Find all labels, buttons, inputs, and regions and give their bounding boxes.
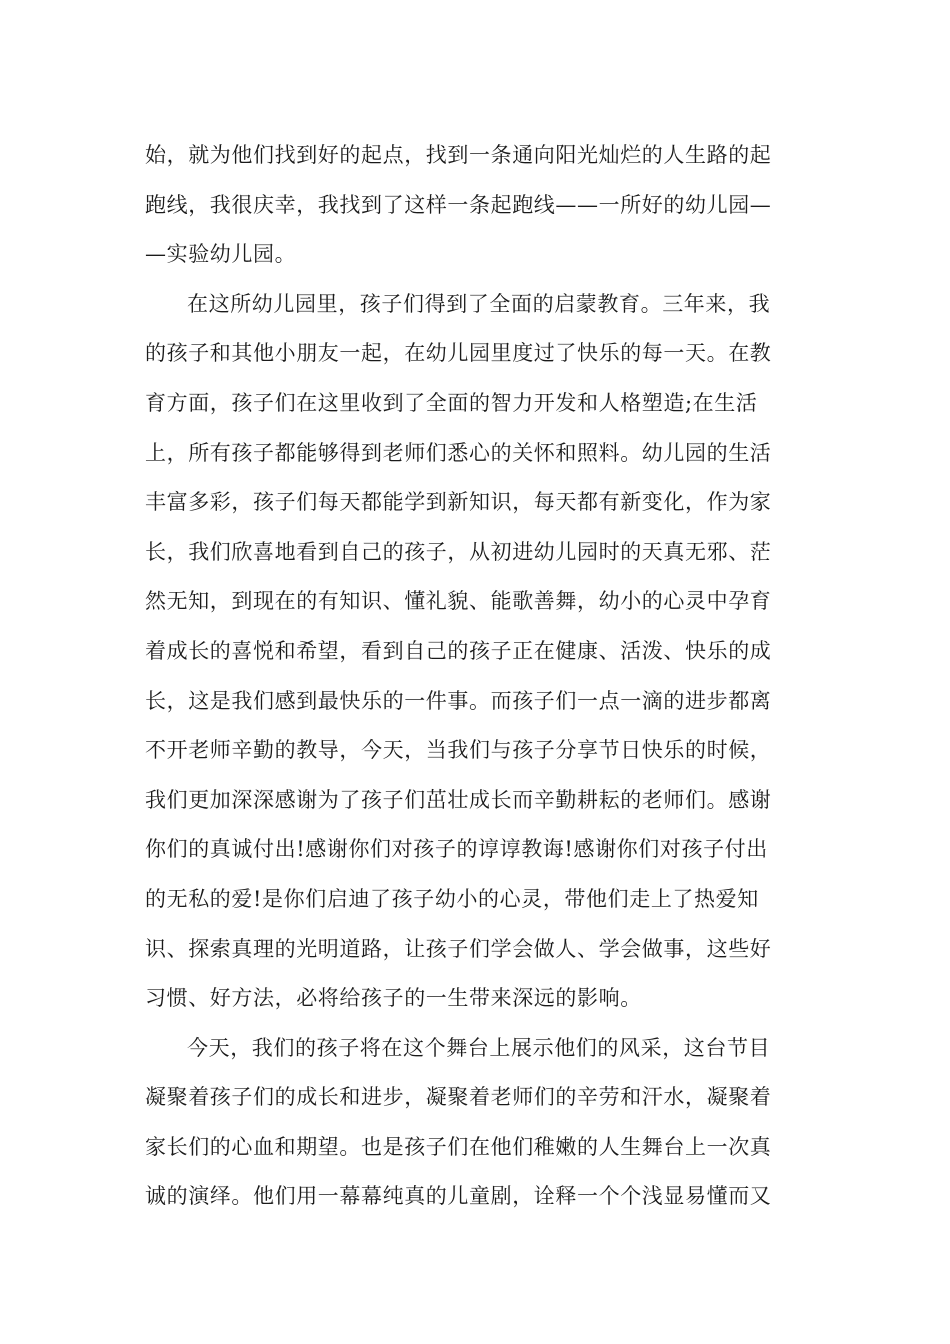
- text-line: 你们的真诚付出!感谢你们对孩子的谆谆教诲!感谢你们对孩子付出: [145, 837, 768, 862]
- paragraph-3: [145, 1024, 805, 1222]
- document-body: [145, 131, 805, 1222]
- text-line: 始，就为他们找到好的起点，找到一条通向阳光灿烂的人生路的起: [145, 143, 772, 167]
- text-line: 的无私的爱!是你们启迪了孩子幼小的心灵，带他们走上了热爱知: [145, 886, 759, 911]
- text-line: 在这所幼儿园里，孩子们得到了全面的启蒙教育。三年来，我: [187, 291, 771, 316]
- text-line: 着成长的喜悦和希望，看到自己的孩子正在健康、活泼、快乐的成: [145, 638, 772, 663]
- text-line: 不开老师辛勤的教导，今天，当我们与孩子分享节日快乐的时候，: [145, 738, 772, 763]
- text-line: 我们更加深深感谢为了孩子们茁壮成长而辛勤耕耘的老师们。感谢: [145, 787, 772, 812]
- paragraph-1: [145, 131, 805, 280]
- text-line: 长，这是我们感到最快乐的一件事。而孩子们一点一滴的进步都离: [145, 688, 772, 713]
- text-line: 诚的演绎。他们用一幕幕纯真的儿童剧，诠释一个个浅显易懂而又: [145, 1184, 772, 1209]
- text-line: 识、探索真理的光明道路，让孩子们学会做人、学会做事，这些好: [145, 936, 772, 961]
- text-line: 然无知，到现在的有知识、懂礼貌、能歌善舞，幼小的心灵中孕育: [145, 589, 772, 614]
- text-line: 凝聚着孩子们的成长和进步，凝聚着老师们的辛劳和汗水，凝聚着: [145, 1085, 772, 1110]
- text-line: 的孩子和其他小朋友一起，在幼儿园里度过了快乐的每一天。在教: [145, 341, 772, 366]
- text-line: 今天，我们的孩子将在这个舞台上展示他们的风采，这台节目: [187, 1035, 771, 1060]
- text-line: 跑线，我很庆幸，我找到了这样一条起跑线——一所好的幼儿园—: [145, 192, 772, 217]
- text-line: 育方面，孩子们在这里收到了全面的智力开发和人格塑造;在生活: [145, 390, 758, 415]
- text-line: 丰富多彩，孩子们每天都能学到新知识，每天都有新变化，作为家: [145, 490, 772, 515]
- text-line: 长，我们欣喜地看到自己的孩子，从初进幼儿园时的天真无邪、茫: [145, 539, 772, 564]
- paragraph-2: [145, 280, 805, 1024]
- text-line: 习惯、好方法，必将给孩子的一生带来深远的影响。: [145, 986, 642, 1011]
- text-line: 上，所有孩子都能够得到老师们悉心的关怀和照料。幼儿园的生活: [145, 440, 772, 465]
- text-line: —实验幼儿园。: [145, 242, 297, 267]
- text-line: 家长们的心血和期望。也是孩子们在他们稚嫩的人生舞台上一次真: [145, 1134, 772, 1159]
